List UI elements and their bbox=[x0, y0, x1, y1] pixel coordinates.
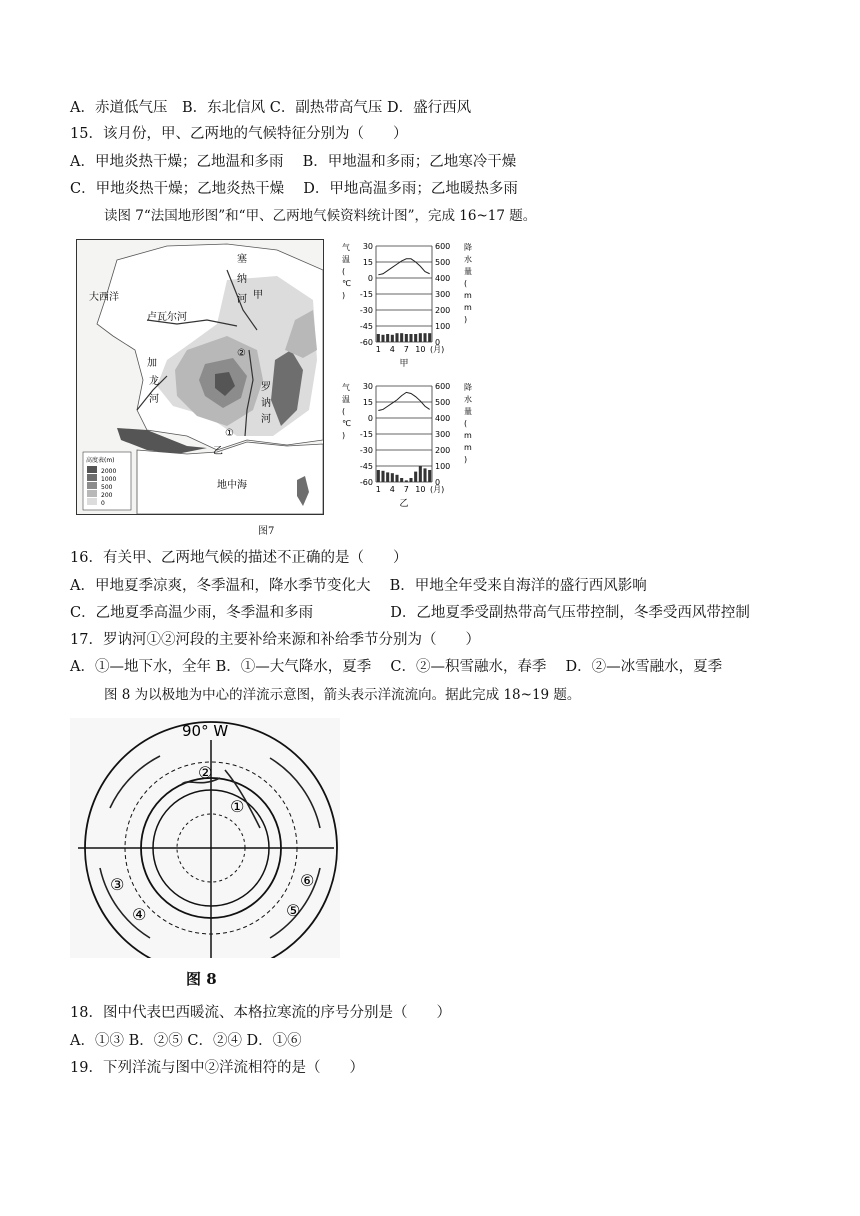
jia-x-tick: 7 bbox=[403, 345, 409, 354]
jia-precip-bar bbox=[405, 334, 408, 342]
yi-temp-axis-label: ) bbox=[342, 431, 346, 440]
yi-temp-tick: -60 bbox=[359, 478, 373, 487]
q15-options-cd: C．甲地炎热干燥；乙地炎热干燥 D．甲地高温多雨；乙地暖热多雨 bbox=[70, 181, 518, 197]
jia-precip-tick: 400 bbox=[435, 274, 451, 283]
jia-precip-axis-label: 降 bbox=[464, 243, 472, 252]
jia-precip-bar bbox=[386, 334, 389, 342]
jia-precip-axis-label: m bbox=[464, 303, 472, 312]
yi-precip-tick: 0 bbox=[435, 478, 441, 487]
yi-precip-axis-label: 降 bbox=[464, 383, 472, 392]
mark-1: ① bbox=[225, 428, 234, 439]
legend-500: 500 bbox=[101, 484, 113, 491]
legend-2000: 2000 bbox=[101, 468, 117, 475]
label-rhone-3: 河 bbox=[261, 414, 271, 425]
jia-precip-bar bbox=[400, 333, 403, 342]
mark-4-current: ④ bbox=[132, 905, 147, 924]
jia-precip-axis-label: ( bbox=[464, 279, 468, 288]
yi-precip-tick: 300 bbox=[435, 430, 451, 439]
jia-precip-tick: 600 bbox=[435, 242, 451, 251]
jia-precip-bar bbox=[423, 333, 426, 342]
legend-200: 200 bbox=[101, 492, 113, 499]
q15-options-ab: A．甲地炎热干燥；乙地温和多雨 B．甲地温和多雨；乙地寒冷干燥 bbox=[70, 154, 517, 170]
yi-temp-tick: 30 bbox=[362, 382, 373, 391]
yi-temp-tick: -45 bbox=[359, 462, 373, 471]
fig8-caption: 图 8 bbox=[186, 970, 217, 988]
label-seine-1: 塞 bbox=[237, 254, 247, 265]
jia-precip-bar bbox=[428, 333, 431, 342]
label-yi: 乙 bbox=[213, 446, 223, 457]
label-seine-3: 河 bbox=[237, 294, 247, 305]
france-terrain-map bbox=[76, 239, 324, 515]
q14-options: A．赤道低气压 B．东北信风 C．副热带高气压 D．盛行西风 bbox=[70, 100, 472, 116]
mark-3-current: ③ bbox=[110, 875, 125, 894]
jia-precip-axis-label: 量 bbox=[464, 267, 472, 276]
jia-temp-axis-label: ( bbox=[342, 267, 346, 276]
jia-precip-bar bbox=[409, 334, 412, 342]
yi-temp-tick: 0 bbox=[367, 414, 373, 423]
jia-temp-tick: -30 bbox=[359, 306, 373, 315]
fig8-intro: 图 8 为以极地为中心的洋流示意图，箭头表示洋流流向。据此完成 18~19 题。 bbox=[104, 687, 581, 703]
jia-precip-bar bbox=[391, 335, 394, 342]
jia-precip-tick: 500 bbox=[435, 258, 451, 267]
jia-temp-tick: 15 bbox=[362, 258, 373, 267]
jia-temp-tick: -45 bbox=[359, 322, 373, 331]
jia-x-tick: 4 bbox=[389, 345, 395, 354]
yi-precip-bar bbox=[414, 472, 417, 482]
jia-precip-bar bbox=[377, 334, 380, 342]
mark-2-current: ② bbox=[198, 763, 213, 782]
jia-precip-tick: 200 bbox=[435, 306, 451, 315]
legend-1000: 1000 bbox=[101, 476, 117, 483]
jia-station-label: 甲 bbox=[399, 359, 409, 369]
jia-precip-axis-label: ) bbox=[464, 315, 468, 324]
yi-precip-bar bbox=[405, 480, 408, 482]
label-rhone-2: 讷 bbox=[261, 398, 271, 409]
jia-precip-bar bbox=[414, 334, 417, 342]
yi-x-tick: 4 bbox=[389, 485, 395, 494]
ocean-current-diagram bbox=[70, 718, 340, 958]
yi-temp-tick: 15 bbox=[362, 398, 373, 407]
jia-precip-tick: 0 bbox=[435, 338, 441, 347]
jia-precip-bar bbox=[395, 333, 398, 342]
yi-precip-bar bbox=[423, 468, 426, 482]
yi-precip-tick: 200 bbox=[435, 446, 451, 455]
mark-1-current: ① bbox=[230, 797, 245, 816]
legend-0: 0 bbox=[101, 500, 105, 507]
yi-precip-bar bbox=[409, 478, 412, 482]
yi-precip-bar bbox=[428, 470, 431, 482]
yi-precip-bar bbox=[377, 470, 380, 482]
yi-precip-tick: 600 bbox=[435, 382, 451, 391]
q16-options-ab: A．甲地夏季凉爽，冬季温和，降水季节变化大 B．甲地全年受来自海洋的盛行西风影响 bbox=[70, 578, 647, 594]
jia-precip-tick: 100 bbox=[435, 322, 451, 331]
jia-temp-tick: 30 bbox=[362, 242, 373, 251]
yi-precip-axis-label: 水 bbox=[464, 395, 472, 404]
mark-6-current: ⑥ bbox=[300, 871, 315, 890]
yi-x-tick: 10 bbox=[415, 485, 426, 494]
yi-precip-bar bbox=[391, 473, 394, 482]
yi-precip-axis-label: m bbox=[464, 431, 472, 440]
yi-temp-axis-label: ( bbox=[342, 407, 346, 416]
mark-5-current: ⑤ bbox=[286, 901, 301, 920]
label-rhone-1: 罗 bbox=[261, 382, 271, 393]
label-seine-2: 纳 bbox=[237, 274, 247, 285]
jia-precip-bar bbox=[381, 335, 384, 342]
yi-precip-bar bbox=[386, 472, 389, 482]
yi-station-label: 乙 bbox=[399, 499, 409, 509]
yi-temp-axis-label: ℃ bbox=[342, 419, 351, 428]
yi-temp-axis-label: 气 bbox=[342, 383, 350, 392]
yi-x-unit: (月) bbox=[430, 485, 445, 494]
jia-precip-axis-label: 水 bbox=[464, 255, 472, 264]
jia-temp-line bbox=[378, 259, 429, 275]
jia-temp-tick: -15 bbox=[359, 290, 373, 299]
jia-precip-bar bbox=[419, 333, 422, 342]
label-garonne-3: 河 bbox=[149, 394, 159, 405]
yi-temp-line bbox=[378, 392, 429, 410]
jia-x-tick: 1 bbox=[375, 345, 381, 354]
q19-stem: 19．下列洋流与图中②洋流相符的是（ ） bbox=[70, 1060, 364, 1076]
q17-stem: 17．罗讷河①②河段的主要补给来源和补给季节分别为（ ） bbox=[70, 632, 480, 648]
mark-2: ② bbox=[237, 348, 246, 359]
yi-precip-bar bbox=[400, 478, 403, 482]
jia-temp-axis-label: ) bbox=[342, 291, 346, 300]
jia-x-tick: 10 bbox=[415, 345, 426, 354]
yi-precip-axis-label: ) bbox=[464, 455, 468, 464]
q15-stem: 15．该月份，甲、乙两地的气候特征分别为（ ） bbox=[70, 126, 408, 142]
yi-x-tick: 7 bbox=[403, 485, 409, 494]
yi-temp-tick: -30 bbox=[359, 446, 373, 455]
q16-stem: 16．有关甲、乙两地气候的描述不正确的是（ ） bbox=[70, 550, 408, 566]
jia-temp-tick: -60 bbox=[359, 338, 373, 347]
jia-temp-tick: 0 bbox=[367, 274, 373, 283]
yi-precip-axis-label: m bbox=[464, 443, 472, 452]
label-atlantic-1: 大西洋 bbox=[89, 292, 119, 303]
yi-precip-axis-label: ( bbox=[464, 419, 468, 428]
yi-precip-axis-label: 量 bbox=[464, 407, 472, 416]
fig7-intro: 读图 7“法国地形图”和“甲、乙两地气候资料统计图”，完成 16~17 题。 bbox=[104, 208, 537, 224]
label-loire: 卢瓦尔河 bbox=[147, 312, 187, 323]
yi-precip-tick: 500 bbox=[435, 398, 451, 407]
yi-x-tick: 1 bbox=[375, 485, 381, 494]
q18-stem: 18．图中代表巴西暖流、本格拉寒流的序号分别是（ ） bbox=[70, 1005, 451, 1021]
climate-charts bbox=[336, 240, 476, 520]
label-mediterranean: 地中海 bbox=[217, 480, 247, 491]
yi-precip-bar bbox=[419, 466, 422, 482]
label-jia: 甲 bbox=[253, 290, 263, 301]
yi-precip-tick: 400 bbox=[435, 414, 451, 423]
label-90w: 90° W bbox=[182, 722, 229, 740]
jia-x-unit: (月) bbox=[430, 345, 445, 354]
label-garonne-2: 龙 bbox=[149, 376, 159, 387]
jia-temp-axis-label: ℃ bbox=[342, 279, 351, 288]
q18-options: A．①③ B．②⑤ C．②④ D．①⑥ bbox=[70, 1033, 302, 1049]
q16-options-cd: C．乙地夏季高温少雨，冬季温和多雨 D．乙地夏季受副热带高气压带控制，冬季受西风带控制 bbox=[70, 605, 750, 621]
yi-temp-tick: -15 bbox=[359, 430, 373, 439]
yi-precip-bar bbox=[381, 471, 384, 482]
jia-temp-axis-label: 气 bbox=[342, 243, 350, 252]
jia-precip-axis-label: m bbox=[464, 291, 472, 300]
fig7-caption: 图7 bbox=[258, 526, 275, 537]
q17-options: A．①—地下水，全年 B．①—大气降水，夏季 C．②—积雪融水，春季 D．②—冰雪融水，夏季 bbox=[70, 659, 723, 675]
elevation-legend bbox=[83, 452, 131, 510]
jia-temp-axis-label: 温 bbox=[342, 255, 350, 264]
legend-title: 高度表(m) bbox=[86, 457, 115, 464]
jia-precip-tick: 300 bbox=[435, 290, 451, 299]
yi-precip-tick: 100 bbox=[435, 462, 451, 471]
yi-temp-axis-label: 温 bbox=[342, 395, 350, 404]
label-garonne-1: 加 bbox=[147, 358, 157, 369]
yi-precip-bar bbox=[395, 475, 398, 482]
